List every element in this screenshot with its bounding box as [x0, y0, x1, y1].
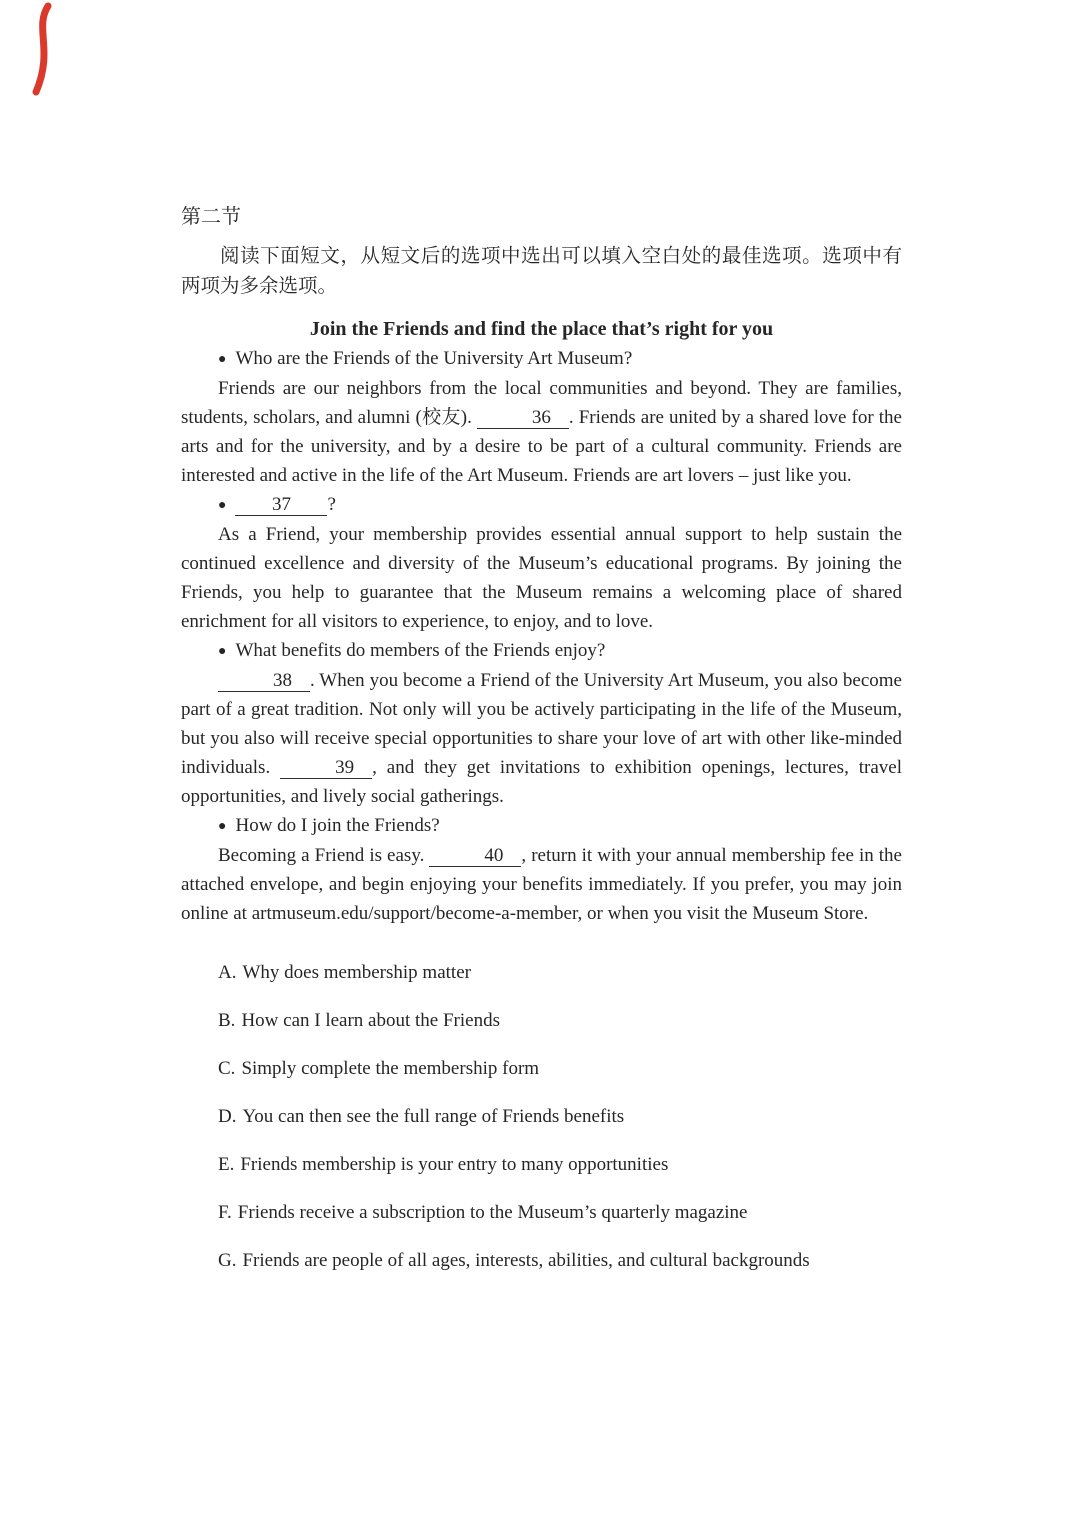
option-d-label: D. [218, 1106, 237, 1127]
option-d-text: You can then see the full range of Friends benefits [242, 1106, 625, 1127]
red-pen-mark [22, 2, 64, 98]
option-g-text: Friends are people of all ages, interests, abilities, and cultural backgrounds [242, 1250, 810, 1271]
bullet-icon: ● [218, 644, 227, 659]
bullet-question-4 [181, 811, 902, 841]
document-page [181, 202, 902, 1294]
option-a [218, 958, 902, 987]
gap-blank-37: 37 [235, 494, 327, 516]
bullet-question-2 [181, 490, 902, 520]
option-e [218, 1150, 902, 1179]
gap-blank-40: 40 [429, 845, 521, 867]
section-label: 第二节 [181, 206, 241, 228]
option-b-text: How can I learn about the Friends [241, 1010, 500, 1031]
gap-blank-38: 38 [218, 670, 310, 692]
option-a-label: A. [218, 962, 237, 983]
option-b [218, 1006, 902, 1035]
bullet-question-text: 37 ? [235, 494, 335, 515]
passage-title: Join the Friends and find the place that’s right for you [309, 318, 774, 340]
option-f-text: Friends receive a subscription to the Museum’s quarterly magazine [237, 1202, 748, 1223]
option-e-text: Friends membership is your entry to many opportunities [240, 1154, 669, 1175]
option-c-label: C. [218, 1058, 236, 1079]
bullet-question-text: What benefits do members of the Friends enjoy? [235, 640, 606, 661]
bullet-icon: ● [218, 352, 227, 367]
bullet-icon: ● [218, 819, 227, 834]
option-b-label: B. [218, 1010, 236, 1031]
passage-paragraph-1: Friends are our neighbors from the local communities and beyond. They are families, students, scholars, and alumni (校友). 36 . Friends are united by a shared love for the arts and for the university, and by a desire to be part of a cultural community. Friends are interested and active in the life of the Art Museum. Friends are art lovers – just like you. [181, 378, 902, 486]
passage-paragraph-3: 38 . When you become a Friend of the University Art Museum, you also become part of a great tradition. Not only will you be actively participating in the life of the Museum, but you also will receive special opportunities to share your love of art with other like-minded individuals. 39 , and they get invitations to exhibition openings, lectures, travel opportunities, and lively social gatherings. [181, 670, 902, 807]
passage-paragraph-4: Becoming a Friend is easy. 40 , return it with your annual membership fee in the attached envelope, and begin enjoying your benefits immediately. If you prefer, you may join online at artmuseum.edu/support/become-a-member, or when you visit the Museum Store. [181, 845, 902, 924]
bullet-icon: ● [218, 498, 227, 513]
bullet-question-1 [181, 344, 902, 374]
option-g [218, 1246, 902, 1275]
option-a-text: Why does membership matter [242, 962, 471, 983]
option-c [218, 1054, 902, 1083]
option-e-label: E. [218, 1154, 235, 1175]
bullet-question-text: Who are the Friends of the University Art Museum? [235, 348, 633, 369]
passage-paragraph-2: As a Friend, your membership provides essential annual support to help sustain the continued excellence and diversity of the Museum’s educational programs. By joining the Friends, you help to guarantee that the Museum remains a welcoming place of shared enrichment for all visitors to experience, to enjoy, and to love. [181, 524, 902, 632]
red-pen-mark-stroke [36, 6, 48, 92]
option-f-label: F. [218, 1202, 232, 1223]
passage-body [181, 344, 902, 928]
gap-blank-39: 39 [280, 757, 372, 779]
option-f [218, 1198, 902, 1227]
option-g-label: G. [218, 1250, 237, 1271]
bullet-question-3 [181, 636, 902, 666]
option-d [218, 1102, 902, 1131]
option-c-text: Simply complete the membership form [241, 1058, 540, 1079]
exercise-instructions: 阅读下面短文，从短文后的选项中选出可以填入空白处的最佳选项。选项中有两项为多余选项。 [181, 246, 902, 297]
bullet-question-text: How do I join the Friends? [235, 815, 440, 836]
options-list [181, 958, 902, 1275]
gap-blank-36: 36 [477, 407, 569, 429]
